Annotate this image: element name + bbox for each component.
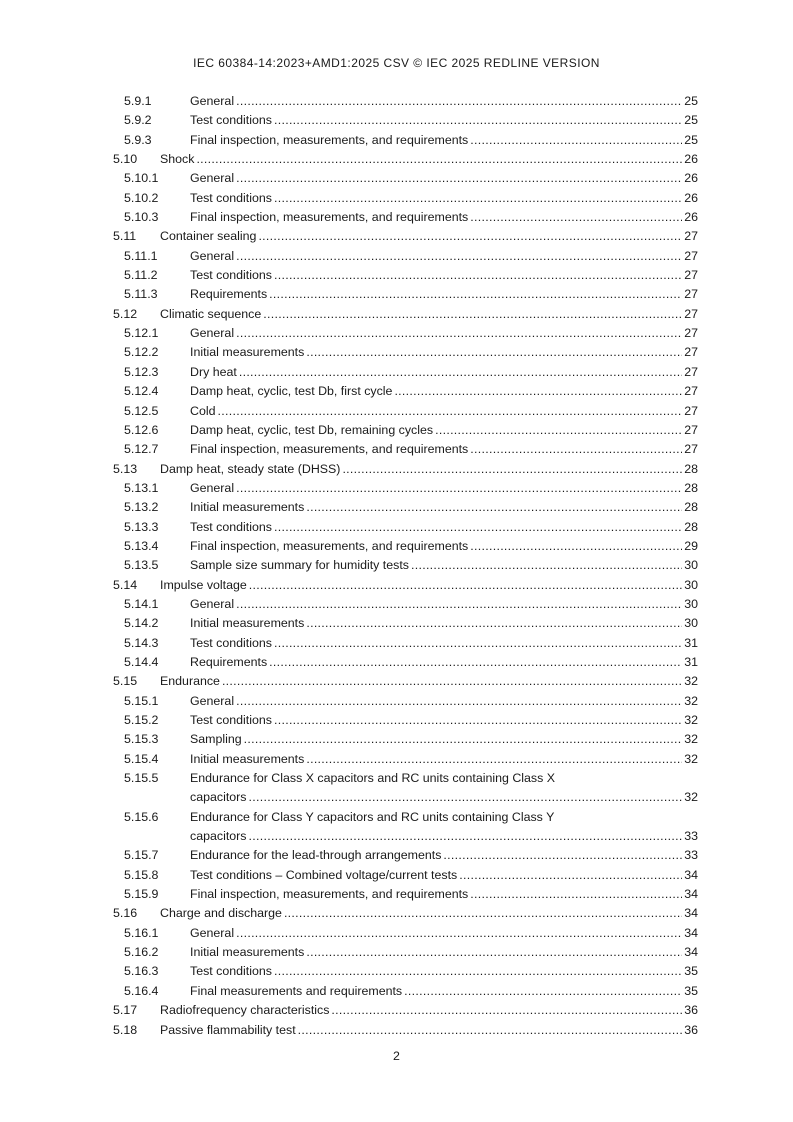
dot-leader	[284, 904, 682, 923]
dot-leader	[239, 363, 682, 382]
toc-entry[interactable]	[113, 730, 698, 749]
toc-entry-title: Test conditions	[190, 113, 272, 128]
toc-entry[interactable]	[113, 189, 698, 208]
toc-entry-page: 28	[684, 519, 698, 534]
toc-entry-page: 26	[684, 152, 698, 167]
toc-entry-title: Impulse voltage	[160, 577, 247, 592]
toc-entry-line	[190, 111, 698, 130]
toc-entry-page: 26	[684, 210, 698, 225]
toc-entry-number: 5.9.2	[124, 113, 152, 128]
toc-entry-number: 5.16	[113, 906, 138, 921]
toc-entry-title: Initial measurements	[190, 500, 305, 515]
dot-leader	[222, 672, 682, 691]
dot-leader	[236, 324, 682, 343]
toc-entry-line	[190, 479, 698, 498]
dot-leader	[236, 92, 682, 111]
toc-entry[interactable]	[113, 324, 698, 343]
toc-entry[interactable]	[113, 924, 698, 943]
toc-entry-page: 36	[684, 1003, 698, 1018]
toc-entry-title: General	[190, 693, 235, 708]
dot-leader	[435, 421, 682, 440]
dot-leader	[331, 1001, 682, 1020]
dot-leader	[342, 460, 682, 479]
toc-entry-number: 5.13.5	[124, 558, 159, 573]
dot-leader	[411, 556, 682, 575]
toc-entry-page: 32	[684, 790, 698, 805]
toc-entry-page: 25	[684, 113, 698, 128]
dot-leader	[244, 730, 683, 749]
toc-entry-number: 5.18	[113, 1022, 138, 1037]
toc-entry-line	[160, 305, 698, 324]
toc-entry-line	[190, 614, 698, 633]
toc-entry-line	[190, 440, 698, 459]
toc-entry-line	[190, 750, 698, 769]
toc-entry-number: 5.13.3	[124, 519, 159, 534]
toc-entry-number: 5.14.1	[124, 596, 159, 611]
toc-entry-number: 5.15.2	[124, 713, 159, 727]
toc-entry-page: 27	[684, 442, 698, 457]
toc-entry-line	[190, 711, 698, 730]
toc-entry-number: 5.15	[113, 674, 138, 689]
toc-entry[interactable]	[113, 131, 698, 150]
toc-entry[interactable]	[113, 595, 698, 614]
toc-entry-title: Test conditions	[190, 964, 272, 979]
toc-entry-title: Initial measurements	[190, 345, 305, 360]
toc-entry-title: Climatic sequence	[160, 306, 262, 321]
toc-entry-title: Radiofrequency characteristics	[160, 1003, 330, 1018]
toc-entry-line	[190, 498, 698, 517]
toc-entry[interactable]	[113, 711, 698, 730]
toc-entry-title: Test conditions	[190, 268, 272, 283]
toc-entry[interactable]	[113, 943, 698, 962]
toc-entry-number: 5.16.4	[124, 983, 159, 998]
toc-entry-page: 32	[684, 713, 698, 727]
toc-entry-title: General	[190, 925, 235, 940]
toc-entry-line	[190, 788, 698, 807]
toc-entry-number: 5.11.3	[124, 287, 158, 302]
toc-entry-number: 5.13.2	[124, 500, 159, 515]
toc-entry-page: 33	[684, 829, 698, 844]
toc-entry[interactable]	[113, 460, 698, 479]
toc-entry-line	[190, 285, 698, 304]
toc-entry[interactable]	[113, 885, 698, 904]
toc-entry-title: Test conditions	[190, 519, 272, 534]
dot-leader	[470, 440, 682, 459]
toc-entry-line	[160, 227, 698, 246]
toc-entry-title: Requirements	[190, 654, 268, 669]
dot-leader	[470, 885, 682, 904]
toc-entry-page: 36	[684, 1022, 698, 1037]
toc-entry[interactable]	[113, 866, 698, 885]
toc-entry-number: 5.12.5	[124, 403, 159, 418]
toc-entry-number: 5.9.3	[124, 132, 152, 147]
toc-entry[interactable]	[113, 750, 698, 769]
toc-entry-line	[190, 92, 698, 111]
toc-entry-title: Endurance for the lead-through arrangements	[190, 848, 442, 863]
toc-entry-line	[190, 692, 698, 711]
toc-entry-number: 5.11.2	[124, 268, 158, 283]
toc-entry[interactable]	[113, 634, 698, 653]
toc-entry-title: Final inspection, measurements, and requirements	[190, 538, 469, 553]
toc-entry-number: 5.12.7	[124, 442, 159, 457]
page-header: IEC 60384-14:2023+AMD1:2025 CSV © IEC 2025 REDLINE VERSION	[193, 56, 600, 70]
toc-entry-title: General	[190, 171, 235, 186]
toc-entry[interactable]	[113, 556, 698, 575]
toc-entry-title: Damp heat, cyclic, test Db, remaining cycles	[190, 422, 434, 437]
table-of-contents	[113, 92, 698, 1040]
toc-entry[interactable]	[113, 382, 698, 401]
toc-entry-page: 32	[684, 693, 698, 708]
toc-entry-line	[190, 343, 698, 362]
toc-entry-number: 5.12.3	[124, 364, 159, 379]
toc-entry-title: Final inspection, measurements, and requirements	[190, 887, 469, 902]
dot-leader	[306, 614, 682, 633]
toc-entry-line	[190, 421, 698, 440]
toc-entry-line	[190, 885, 698, 904]
toc-entry-number: 5.15.7	[124, 848, 159, 863]
dot-leader	[263, 305, 682, 324]
toc-entry-line	[190, 982, 698, 1001]
toc-entry[interactable]	[113, 440, 698, 459]
toc-entry-title: Endurance	[160, 674, 220, 689]
toc-entry-number: 5.12.2	[124, 345, 159, 360]
dot-leader	[274, 518, 682, 537]
dot-leader	[236, 692, 682, 711]
toc-entry[interactable]	[113, 227, 698, 246]
toc-entry-line	[190, 266, 698, 285]
toc-entry-page: 28	[684, 480, 698, 495]
toc-entry-page: 27	[684, 287, 698, 302]
toc-entry[interactable]	[113, 672, 698, 691]
toc-entry-page: 31	[684, 635, 698, 650]
toc-entry-line	[190, 634, 698, 653]
dot-leader	[306, 343, 682, 362]
toc-entry-page: 35	[684, 983, 698, 998]
toc-entry-title-continuation: capacitors	[190, 829, 247, 844]
toc-entry-number: 5.11.1	[124, 248, 158, 263]
toc-entry-line	[190, 537, 698, 556]
toc-entry-line	[160, 904, 698, 923]
toc-entry-page: 34	[684, 906, 698, 921]
toc-entry-number: 5.10	[113, 152, 138, 167]
toc-entry-title: Passive flammability test	[160, 1022, 296, 1037]
toc-entry[interactable]	[113, 169, 698, 188]
toc-entry-page: 34	[684, 945, 698, 960]
dot-leader	[236, 247, 682, 266]
toc-entry-title: Endurance for Class Y capacitors and RC units containing Class Y	[190, 809, 555, 824]
toc-entry-line	[190, 653, 698, 672]
toc-entry-title: General	[190, 94, 235, 108]
toc-entry-page: 34	[684, 887, 698, 902]
toc-entry-page: 31	[684, 654, 698, 669]
toc-entry-number: 5.10.2	[124, 190, 159, 205]
toc-entry-title: Test conditions	[190, 713, 272, 727]
toc-entry[interactable]	[113, 421, 698, 440]
toc-entry[interactable]	[113, 247, 698, 266]
toc-entry-page: 28	[684, 500, 698, 515]
toc-entry[interactable]	[113, 1021, 698, 1040]
toc-entry-page: 26	[684, 171, 698, 186]
toc-entry-number: 5.15.1	[124, 693, 159, 708]
toc-entry-title: Damp heat, steady state (DHSS)	[160, 461, 341, 476]
toc-entry-line	[160, 150, 698, 169]
toc-entry-title: Initial measurements	[190, 616, 305, 631]
toc-entry-number: 5.12.4	[124, 384, 159, 399]
toc-entry[interactable]	[113, 982, 698, 1001]
toc-entry-line	[190, 247, 698, 266]
toc-entry-page: 30	[684, 596, 698, 611]
toc-entry-title: Requirements	[190, 287, 268, 302]
dot-leader	[394, 382, 682, 401]
dot-leader	[269, 285, 682, 304]
toc-entry-page: 30	[684, 616, 698, 631]
toc-entry[interactable]	[113, 653, 698, 672]
toc-entry-number: 5.15.9	[124, 887, 159, 902]
toc-entry-page: 27	[684, 326, 698, 341]
dot-leader	[236, 924, 682, 943]
toc-entry[interactable]	[113, 208, 698, 227]
toc-entry-title-continuation: capacitors	[190, 790, 247, 805]
toc-entry-title: Initial measurements	[190, 945, 305, 960]
toc-entry-page: 25	[684, 94, 698, 108]
toc-entry[interactable]	[113, 305, 698, 324]
dot-leader	[274, 189, 682, 208]
toc-entry-page: 25	[684, 132, 698, 147]
toc-entry-number: 5.13.4	[124, 538, 159, 553]
toc-entry-title: Damp heat, cyclic, test Db, first cycle	[190, 384, 393, 399]
toc-entry-page: 27	[684, 229, 698, 244]
toc-entry-line	[190, 402, 698, 421]
toc-entry-number: 5.17	[113, 1003, 138, 1018]
toc-entry[interactable]	[113, 537, 698, 556]
toc-entry-line	[190, 943, 698, 962]
dot-leader	[269, 653, 682, 672]
toc-entry-number: 5.16.1	[124, 925, 159, 940]
toc-entry[interactable]	[113, 962, 698, 981]
dot-leader	[274, 266, 682, 285]
toc-entry-title: Container sealing	[160, 229, 257, 244]
toc-entry-line	[160, 460, 698, 479]
dot-leader	[404, 982, 682, 1001]
toc-entry[interactable]	[113, 1001, 698, 1020]
toc-entry-line	[190, 866, 698, 885]
toc-entry-number: 5.14.4	[124, 654, 159, 669]
dot-leader	[236, 169, 682, 188]
toc-entry-number: 5.15.6	[124, 809, 159, 824]
toc-entry-line	[190, 846, 698, 865]
toc-entry[interactable]	[113, 343, 698, 362]
toc-entry[interactable]	[113, 285, 698, 304]
toc-entry-page: 34	[684, 925, 698, 940]
toc-entry-page: 27	[684, 403, 698, 418]
toc-entry[interactable]	[113, 498, 698, 517]
toc-entry-line	[190, 189, 698, 208]
toc-entry-title: Cold	[190, 403, 216, 418]
toc-entry-page: 29	[684, 538, 698, 553]
toc-entry-page: 35	[684, 964, 698, 979]
toc-entry-line	[190, 324, 698, 343]
toc-entry-line	[160, 1001, 698, 1020]
dot-leader	[470, 537, 682, 556]
toc-entry-page: 32	[684, 732, 698, 747]
dot-leader	[306, 943, 682, 962]
toc-entry-page: 27	[684, 248, 698, 263]
dot-leader	[248, 788, 682, 807]
toc-entry-page: 26	[684, 190, 698, 205]
toc-entry[interactable]	[113, 111, 698, 130]
dot-leader	[306, 750, 682, 769]
toc-entry-number: 5.15.4	[124, 751, 159, 766]
toc-entry-number: 5.15.8	[124, 867, 159, 882]
toc-entry-title: Final measurements and requirements	[190, 983, 403, 998]
toc-entry-page: 30	[684, 558, 698, 573]
dot-leader	[258, 227, 682, 246]
toc-entry-number: 5.12	[113, 306, 138, 321]
toc-entry-line	[160, 672, 698, 691]
toc-entry-number: 5.16.3	[124, 964, 159, 979]
dot-leader	[470, 131, 682, 150]
dot-leader	[274, 711, 682, 730]
toc-entry-number: 5.12.6	[124, 422, 159, 437]
toc-entry-line	[190, 382, 698, 401]
toc-entry-title: Charge and discharge	[160, 906, 282, 921]
toc-entry-number: 5.16.2	[124, 945, 159, 960]
toc-entry-line	[190, 131, 698, 150]
dot-leader	[196, 150, 682, 169]
dot-leader	[443, 846, 682, 865]
toc-entry[interactable]	[113, 92, 698, 111]
toc-entry-line	[160, 576, 698, 595]
toc-entry-page: 27	[684, 268, 698, 283]
toc-entry-page: 30	[684, 577, 698, 592]
dot-leader	[236, 479, 682, 498]
dot-leader	[248, 827, 682, 846]
toc-entry-number: 5.12.1	[124, 326, 159, 341]
toc-entry[interactable]	[113, 266, 698, 285]
toc-entry-page: 27	[684, 384, 698, 399]
toc-entry-line	[190, 556, 698, 575]
toc-entry-number: 5.14.3	[124, 635, 159, 650]
dot-leader	[217, 402, 682, 421]
toc-entry[interactable]	[113, 150, 698, 169]
toc-entry[interactable]	[113, 846, 698, 865]
toc-entry-number: 5.10.1	[124, 171, 159, 186]
toc-entry[interactable]	[113, 808, 698, 847]
toc-entry[interactable]	[113, 614, 698, 633]
toc-entry-title: Final inspection, measurements, and requirements	[190, 210, 469, 225]
toc-entry-line	[190, 595, 698, 614]
dot-leader	[459, 866, 682, 885]
toc-entry[interactable]	[113, 692, 698, 711]
toc-entry-number: 5.11	[113, 229, 137, 244]
dot-leader	[306, 498, 682, 517]
toc-entry-page: 33	[684, 848, 698, 863]
dot-leader	[274, 962, 682, 981]
toc-entry-title: Sampling	[190, 732, 242, 747]
toc-entry-line	[160, 1021, 698, 1040]
toc-entry-title: Dry heat	[190, 364, 237, 379]
toc-entry-line	[190, 169, 698, 188]
page-number: 2	[393, 1049, 400, 1063]
toc-entry[interactable]	[113, 769, 698, 808]
toc-entry-title: General	[190, 248, 235, 263]
toc-entry-line	[190, 208, 698, 227]
toc-entry-page: 27	[684, 422, 698, 437]
toc-entry-page: 34	[684, 867, 698, 882]
dot-leader	[274, 634, 682, 653]
toc-entry-page: 32	[684, 751, 698, 766]
dot-leader	[470, 208, 682, 227]
toc-entry[interactable]	[113, 576, 698, 595]
toc-entry[interactable]	[113, 479, 698, 498]
toc-entry-line	[190, 518, 698, 537]
toc-entry-title: Shock	[160, 152, 195, 167]
toc-entry-title: Initial measurements	[190, 751, 305, 766]
toc-entry-number: 5.14	[113, 577, 138, 592]
toc-entry[interactable]	[113, 363, 698, 382]
toc-entry[interactable]	[113, 402, 698, 421]
toc-entry-page: 32	[684, 674, 698, 689]
toc-entry-page: 27	[684, 364, 698, 379]
toc-entry-line	[190, 827, 698, 846]
dot-leader	[249, 576, 682, 595]
toc-entry-number: 5.15.3	[124, 732, 159, 747]
toc-entry-number: 5.15.5	[124, 771, 159, 786]
toc-entry-title: Test conditions	[190, 635, 272, 650]
toc-entry-line	[190, 924, 698, 943]
toc-entry-line	[190, 962, 698, 981]
toc-entry[interactable]	[113, 518, 698, 537]
toc-entry-page: 28	[684, 461, 698, 476]
toc-entry-number: 5.10.3	[124, 210, 159, 225]
toc-entry-page: 27	[684, 306, 698, 321]
toc-entry-title: General	[190, 326, 235, 341]
toc-entry-title: Test conditions	[190, 190, 272, 205]
dot-leader	[274, 111, 682, 130]
toc-entry-title: Endurance for Class X capacitors and RC units containing Class X	[190, 771, 556, 786]
toc-entry[interactable]	[113, 904, 698, 923]
toc-entry-title: General	[190, 596, 235, 611]
toc-entry-title: Final inspection, measurements, and requirements	[190, 132, 469, 147]
toc-entry-title: Test conditions – Combined voltage/current tests	[190, 867, 458, 882]
dot-leader	[298, 1021, 683, 1040]
toc-entry-number: 5.9.1	[124, 94, 152, 108]
toc-entry-title: General	[190, 480, 235, 495]
toc-entry-page: 27	[684, 345, 698, 360]
toc-entry-line	[190, 363, 698, 382]
toc-entry-line	[190, 730, 698, 749]
dot-leader	[236, 595, 682, 614]
toc-entry-number: 5.13.1	[124, 480, 159, 495]
toc-entry-number: 5.14.2	[124, 616, 159, 631]
toc-entry-number: 5.13	[113, 461, 138, 476]
toc-entry-title: Final inspection, measurements, and requirements	[190, 442, 469, 457]
toc-entry-title: Sample size summary for humidity tests	[190, 558, 409, 573]
